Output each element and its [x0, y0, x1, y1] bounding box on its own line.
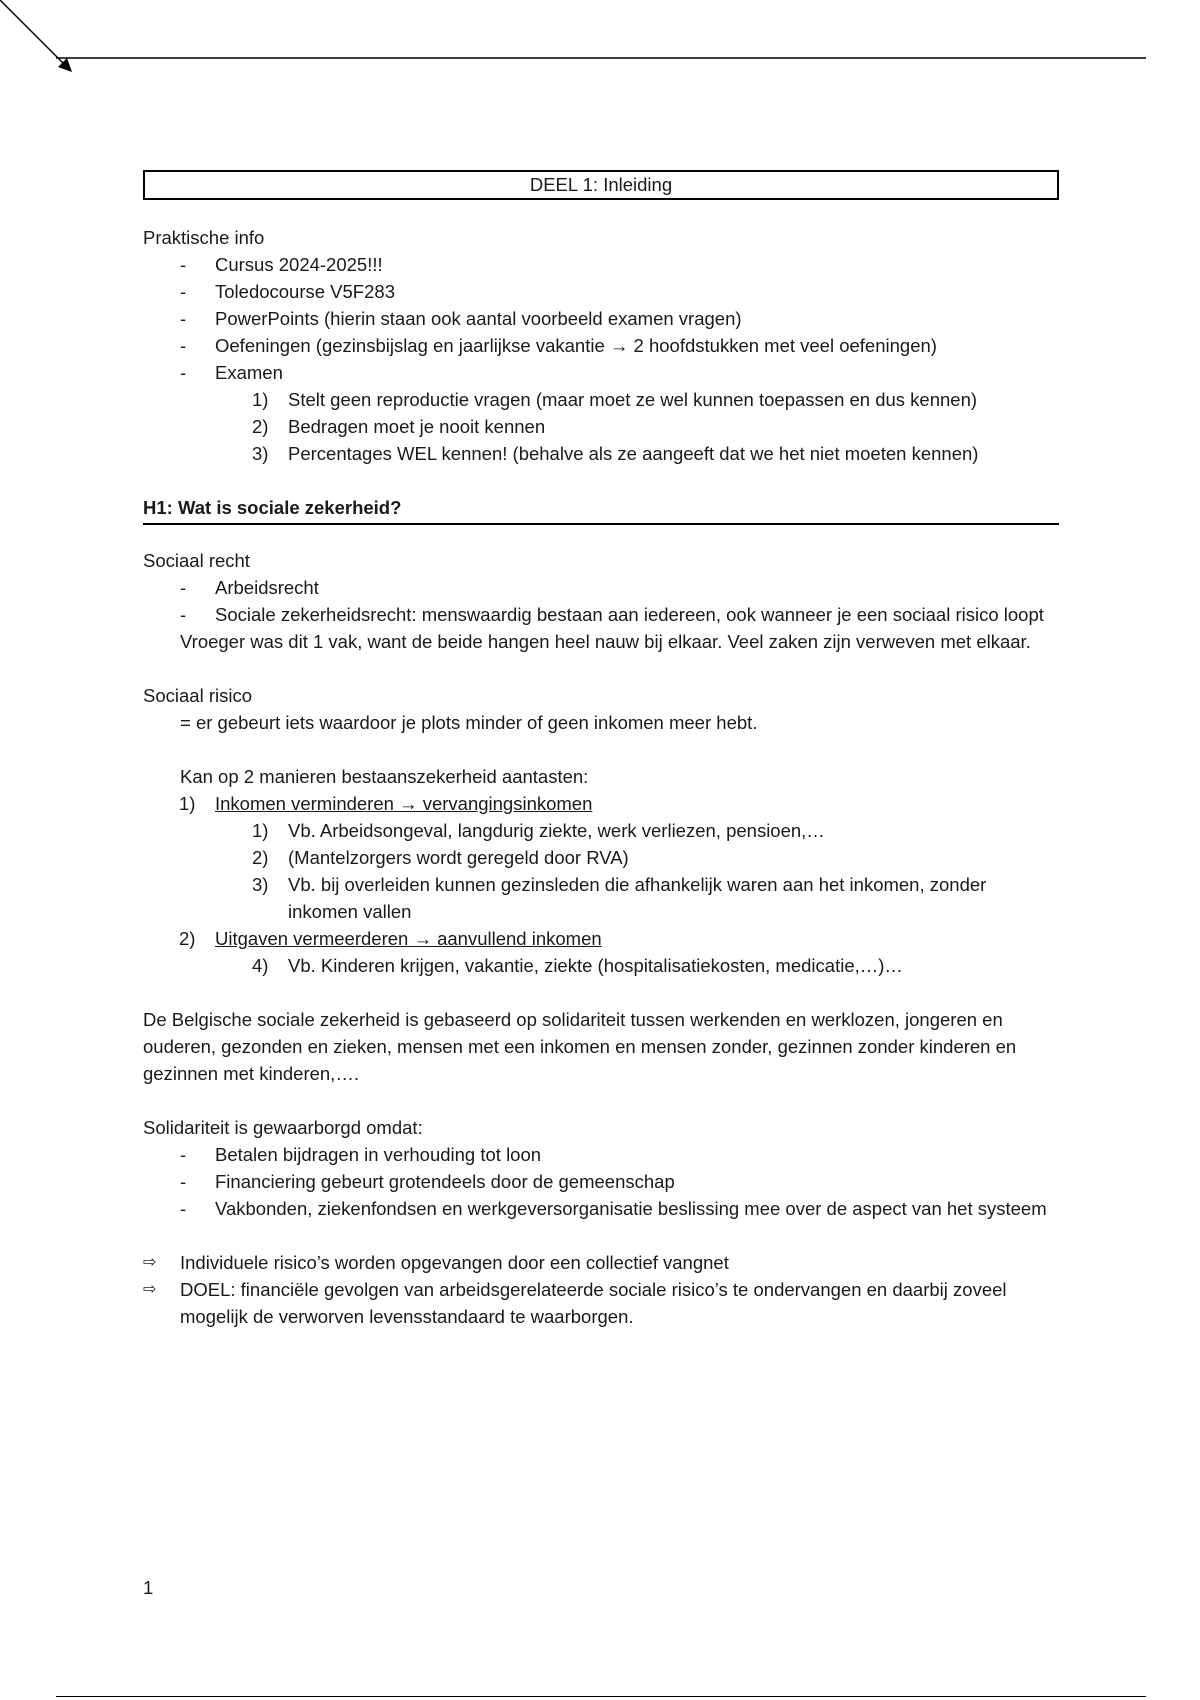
list-item: - Oefeningen (gezinsbijslag en jaarlijkse vakantie → 2 hoofdstukken met veel oefeningen): [143, 332, 1059, 359]
social-law-heading: Sociaal recht: [143, 550, 250, 571]
list-item: - Sociale zekerheidsrecht: menswaardig bestaan aan iedereen, ook wanneer je een sociaal risico loopt: [143, 601, 1059, 628]
conclusion-item: ⇨ Individuele risico’s worden opgevangen door een collectief vangnet: [143, 1249, 1059, 1276]
page-number: 1: [143, 1577, 154, 1598]
arrow-right-icon: ⇨: [143, 1254, 157, 1271]
conclusion-item: ⇨ DOEL: financiële gevolgen van arbeidsgerelateerde sociale risico’s te ondervangen en daarbij zoveel mogelijk de verworven levensstandaard te waarborgen.: [143, 1276, 1059, 1330]
header-decoration: [0, 0, 1200, 90]
list-item: - PowerPoints (hierin staan ook aantal voorbeeld examen vragen): [143, 305, 1059, 332]
arrow-right-icon: ⇨: [143, 1281, 157, 1298]
section-title: DEEL 1: Inleiding: [143, 170, 1059, 200]
risk-example: 4) Vb. Kinderen krijgen, vakantie, ziekte (hospitalisatiekosten, medicatie,…)…: [252, 955, 903, 976]
solidarity-heading: Solidariteit is gewaarborgd omdat:: [143, 1117, 423, 1138]
risk-way-1: 1) Inkomen verminderen → vervangingsinkomen: [179, 793, 593, 814]
belgian-paragraph: De Belgische sociale zekerheid is gebaseerd op solidariteit tussen werkenden en werklozen, jongeren en ouderen, gezonden en zieken, mensen met een inkomen en mensen zonder, gezinnen zonder kinderen en gezinnen met kinderen,….: [143, 1009, 1017, 1084]
practical-heading: Praktische info: [143, 227, 265, 248]
list-item: - Cursus 2024-2025!!!: [143, 251, 1059, 278]
social-risk-intro: Kan op 2 manieren bestaanszekerheid aantasten:: [180, 766, 589, 787]
chapter-heading: H1: Wat is sociale zekerheid?: [143, 494, 1059, 525]
risk-way-2: 2) Uitgaven vermeerderen → aanvullend inkomen: [179, 928, 602, 949]
risk-example: 3) Vb. bij overleiden kunnen gezinsleden die afhankelijk waren aan het inkomen, zonder inkomen vallen: [252, 874, 987, 922]
list-item: - Betalen bijdragen in verhouding tot loon: [143, 1141, 1059, 1168]
list-item: - Examen: [143, 359, 1059, 386]
social-risk-definition: = er gebeurt iets waardoor je plots minder of geen inkomen meer hebt.: [180, 712, 758, 733]
list-item: - Vakbonden, ziekenfondsen en werkgeversorganisatie beslissing mee over de aspect van het systeem: [143, 1195, 1059, 1222]
list-item: - Arbeidsrecht: [143, 574, 1059, 601]
exam-item: 1) Stelt geen reproductie vragen (maar moet ze wel kunnen toepassen en dus kennen): [252, 389, 978, 410]
footer-rule: [56, 1696, 1146, 1697]
list-item: - Toledocourse V5F283: [143, 278, 1059, 305]
exam-item: 3) Percentages WEL kennen! (behalve als ze aangeeft dat we het niet moeten kennen): [252, 443, 979, 464]
list-item: - Financiering gebeurt grotendeels door de gemeenschap: [143, 1168, 1059, 1195]
risk-example: 1) Vb. Arbeidsongeval, langdurig ziekte, werk verliezen, pensioen,…: [252, 820, 825, 841]
risk-example: 2) (Mantelzorgers wordt geregeld door RVA): [252, 847, 629, 868]
social-law-note: Vroeger was dit 1 vak, want de beide hangen heel nauw bij elkaar. Veel zaken zijn verweven met elkaar.: [180, 631, 1031, 652]
exam-item: 2) Bedragen moet je nooit kennen: [252, 416, 546, 437]
social-risk-heading: Sociaal risico: [143, 685, 252, 706]
document-body: [143, 170, 1059, 1330]
